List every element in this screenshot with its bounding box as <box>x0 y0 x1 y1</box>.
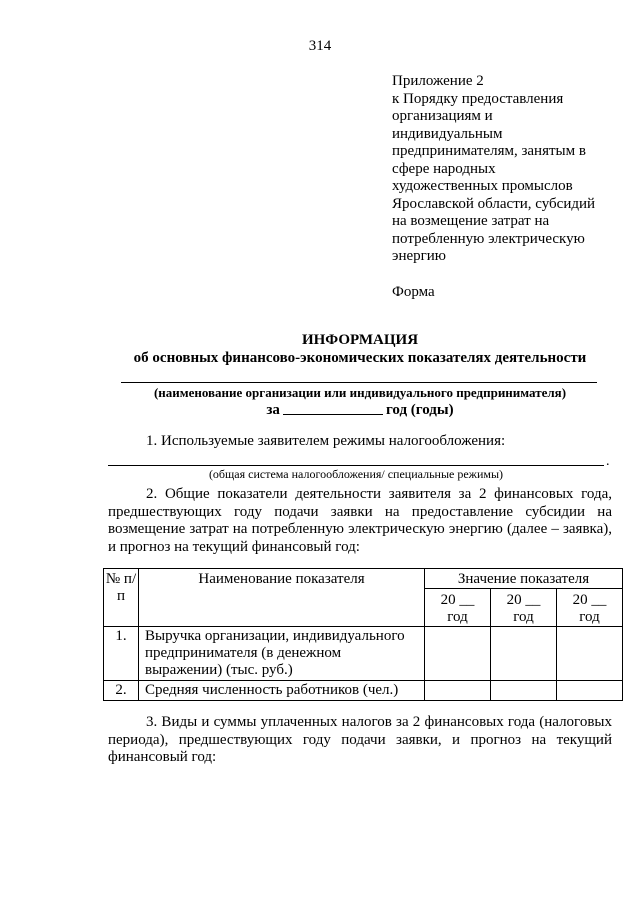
table-row <box>104 681 623 701</box>
row-value-cell <box>557 681 623 701</box>
year-prefix: 20 __ <box>572 592 607 608</box>
page-number: 314 <box>308 38 332 54</box>
header-indicator-name: Наименование показателя <box>139 569 425 627</box>
tax-regime-caption: (общая система налогообложения/ специальные режимы) <box>208 467 504 481</box>
period-line <box>0 402 640 419</box>
section-3-text: 3. Виды и суммы уплаченных налогов за 2 финансовых года (налоговых периода), предшествующих году подачи заявки, и прогноз на текущий финансовый год: <box>108 714 612 766</box>
appendix-line: сфере народных <box>392 160 496 177</box>
indicators-table <box>103 568 623 701</box>
section-1-text: 1. Используемые заявителем режимы налогообложения: <box>146 433 506 449</box>
table-row <box>104 627 623 681</box>
appendix-line: на возмещение затрат на <box>392 213 550 229</box>
row-num: 2. <box>104 681 139 701</box>
row-value-cell <box>425 681 491 701</box>
table-header-row <box>104 569 623 589</box>
appendix-line: художественных промыслов <box>392 178 573 194</box>
header-num: № п/п <box>104 569 139 627</box>
row-value-cell <box>425 627 491 681</box>
header-indicator-value: Значение показателя <box>425 569 623 589</box>
tax-regime-line-end: . <box>606 454 610 469</box>
appendix-block <box>392 73 617 301</box>
period-prefix: за <box>266 402 280 418</box>
appendix-line: энергию <box>392 248 447 264</box>
organization-name-line <box>121 382 597 383</box>
header-year <box>425 589 491 627</box>
form-label: Форма <box>392 283 435 300</box>
year-suffix: год <box>447 609 468 625</box>
row-indicator-name: Выручка организации, индивидуального предпринимателя (в денежном выражении) (тыс. руб.) <box>139 627 425 681</box>
period-blank <box>283 402 383 415</box>
row-num: 1. <box>104 627 139 681</box>
organization-name-caption: (наименование организации или индивидуального предпринимателя) <box>153 385 567 400</box>
year-prefix: 20 __ <box>440 592 475 608</box>
appendix-line: предпринимателям, занятым в <box>392 143 586 159</box>
appendix-line: организациям и <box>392 108 493 124</box>
document-title: ИНФОРМАЦИЯ <box>301 332 419 348</box>
appendix-line: потребленную электрическую <box>392 230 585 247</box>
header-year <box>491 589 557 627</box>
section-2-text: 2. Общие показатели деятельности заявителя за 2 финансовых года, предшествующих году подачи заявки на предоставление субсидии на возмещение затрат на потребленную электрическую энергию (далее – заявка), и прогноз на текущий финансовый год: <box>108 486 612 555</box>
row-value-cell <box>491 627 557 681</box>
year-suffix: год <box>579 609 600 625</box>
tax-regime-line <box>108 465 604 466</box>
year-prefix: 20 __ <box>506 592 541 608</box>
row-indicator-name: Средняя численность работников (чел.) <box>139 681 425 701</box>
period-suffix: год (годы) <box>385 402 454 418</box>
row-value-cell <box>557 627 623 681</box>
appendix-line: к Порядку предоставления <box>392 90 564 107</box>
header-year <box>557 589 623 627</box>
appendix-line: Приложение 2 <box>392 73 484 89</box>
year-suffix: год <box>513 609 534 625</box>
document-subtitle: об основных финансово-экономических показателях деятельности <box>133 350 587 366</box>
appendix-line: индивидуальным <box>392 125 503 142</box>
appendix-line: Ярославской области, субсидий <box>392 195 596 212</box>
row-value-cell <box>491 681 557 701</box>
